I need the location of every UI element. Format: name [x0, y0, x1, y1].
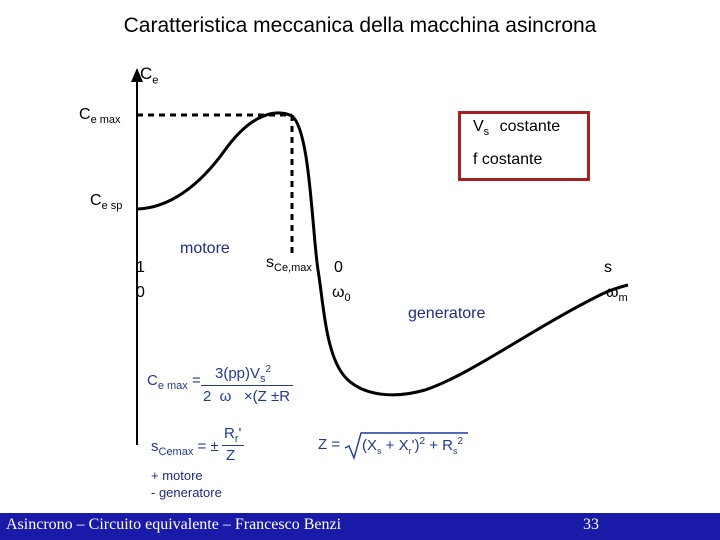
s-cemax-formula-denominator: Z: [226, 447, 236, 464]
s-cemax-fraction-bar: [222, 445, 244, 446]
speed-zero-label: 0: [136, 284, 145, 301]
f-costante-label: f costante: [473, 151, 543, 168]
ce-max-fraction-bar: [201, 385, 293, 386]
motore-label: motore: [180, 240, 230, 257]
s-ce-max-label: $s_{Ce,max}$: [266, 254, 312, 275]
omega-m-label: $\omega_m$: [606, 284, 628, 305]
slip-zero-label: 0: [334, 259, 343, 276]
s-cemax-formula-lhs: $s_{Cemax}$ = ±: [151, 438, 219, 458]
vs-costante-label: $V_s$ costante: [473, 118, 561, 139]
conditions-box: [458, 111, 590, 181]
footer-text: Asincrono – Circuito equivalente – Francesco Benzi: [6, 516, 342, 533]
ce-max-formula-lhs: $C_{e max}$ =: [147, 372, 201, 392]
slide-title: Caratteristica meccanica della macchina asincrona: [123, 14, 597, 37]
ce-max-formula-numerator: $3(pp)V_s^2$: [215, 364, 272, 385]
page-number: 33: [583, 516, 599, 533]
y-axis-label: $C_e$: [140, 64, 159, 87]
ce-max-label: $C_{e max}$: [79, 106, 121, 127]
ce-max-formula-denominator: 2 ω ×(Z ±R: [203, 388, 291, 405]
s-cemax-formula-numerator: $R_r'$: [224, 425, 242, 445]
z-formula-radicand: $(X_s + X_r')^2 + R_s^2$: [362, 436, 464, 456]
legend-generatore: - generatore: [151, 485, 222, 500]
s-axis-label: s: [604, 259, 612, 276]
legend-motore: + motore: [151, 468, 203, 483]
omega-zero-label: $\omega_0$: [332, 284, 351, 305]
ce-sp-label: $C_{e sp}$: [90, 192, 123, 213]
z-formula-lhs: Z =: [318, 436, 341, 453]
generatore-label: generatore: [408, 305, 486, 322]
footer-bar: [0, 513, 720, 540]
slip-one-label: 1: [136, 259, 145, 276]
